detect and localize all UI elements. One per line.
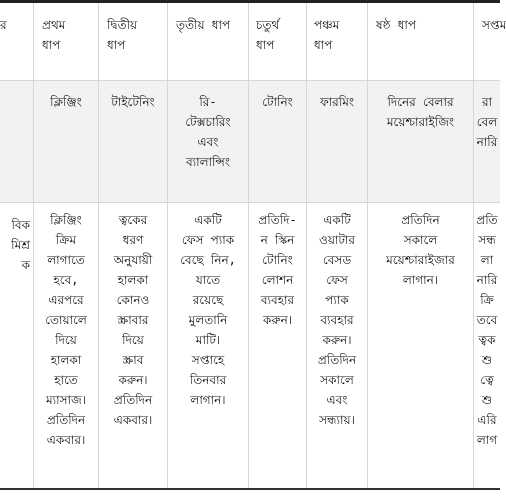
column-subheader: দিনের বেলার ময়েশ্চারাইজিং [386,95,455,129]
column-header: র [0,18,7,32]
column-body-text: প্রতিদি- ন স্কিন টোনিং লোশন ব্যবহার করুন। [258,213,297,327]
column-header: চতুর্থ ধাপ [256,18,280,52]
column-header: পঞ্চম ধাপ [314,18,340,52]
column-header: ষষ্ঠ ধাপ [376,18,417,32]
column-header: সপ্তম [482,18,506,32]
column-header: দ্বিতীয় ধাপ [107,18,138,52]
column-subheader: রা বেল নারি [476,95,498,149]
column-body-text: ত্বকের ধরণ অনুযায়ী হালকা কোনও স্ক্রাবার দিয়ে স্ক্রাব করুন। প্রতিদিন একবার। [113,213,153,427]
column-body-text: ক্লিঞ্জিং ক্রিম লাগাতে হবে, এরপরে তোয়ালে দিয়ে হালকা হাতে ম্যাসাজ। প্রতিদিন একবার। [45,213,87,447]
column-body-text: প্রতিদিন সকালে ময়েশ্চারাইজার লাগান। [386,213,455,287]
column-subheader: ফারমিং [319,95,355,109]
column-body-text: একটি ফেস প্যাক বেছে নিন, যাতে রয়েছে মুলতানি মাটি। সপ্তাহে তিনবার লাগান। [180,213,236,407]
row-divider [0,80,500,81]
table-bottom-rule [0,488,500,490]
row-divider [0,202,500,203]
table-top-rule [0,0,500,3]
column-header: তৃতীয় ধাপ [176,18,231,32]
column-subheader: ক্লিঞ্জিং [50,95,82,109]
column-header: প্রথম ধাপ [42,18,66,52]
column-subheader: রি- টেক্সচারিং এবং ব্যালান্সিং [185,95,231,169]
column-body-text: প্রতি সন্ধ লা নারি ক্রি তবে ত্বক শু ত্বে শু এরি লাগ [476,213,498,447]
column-body-text: একটি ওয়াটার বেসড ফেস প্যাক ব্যবহার করুন। প্রতিদিন সকালে এবং সন্ধ্যায়। [317,213,357,427]
column-subheader: টোনিং [262,95,293,109]
column-body-text: বিক মিশ্র ক [11,218,30,272]
column-subheader: টাইটেনিং [111,95,155,109]
